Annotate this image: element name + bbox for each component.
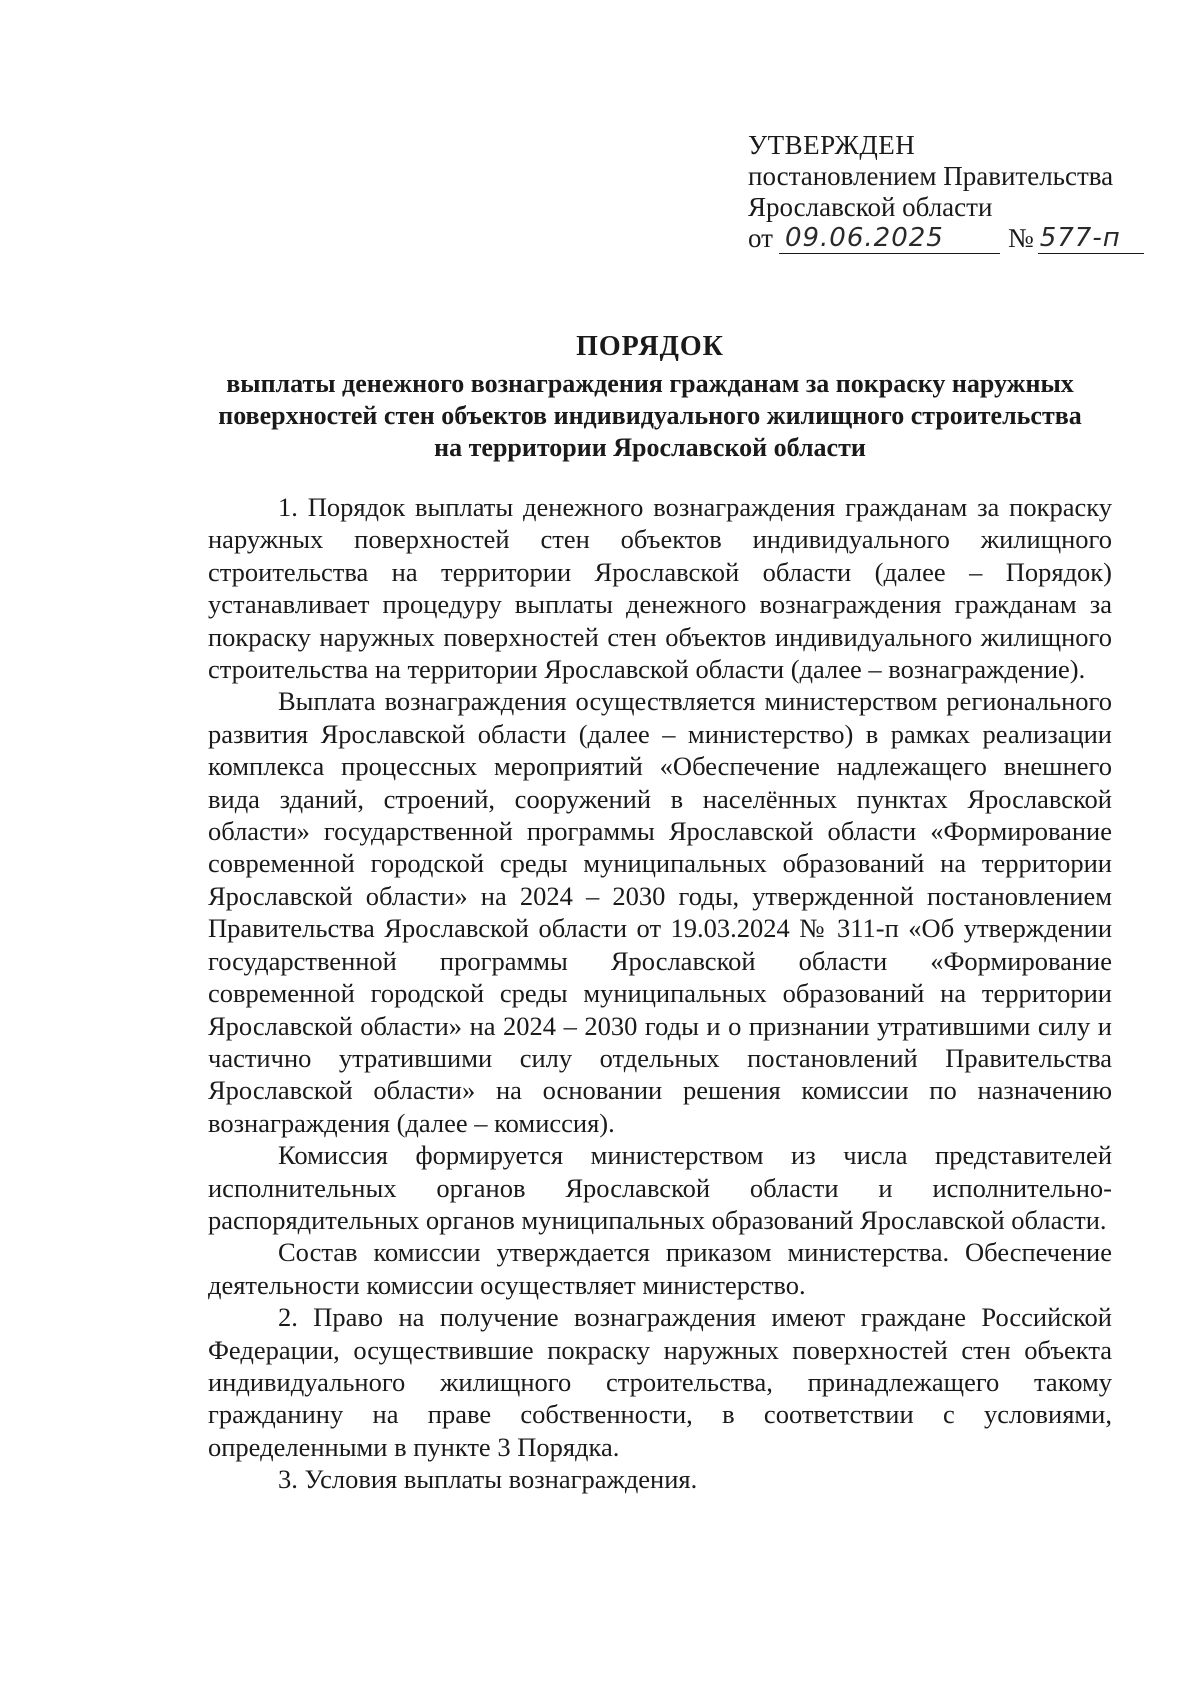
- date-prefix: от: [748, 223, 773, 253]
- approval-stamp: [748, 130, 1148, 254]
- number-prefix: №: [1007, 223, 1034, 253]
- subtitle-line-1: выплаты денежного вознаграждения гражданам за покраску наружных: [226, 369, 1074, 398]
- approval-line-1: постановлением Правительства: [748, 161, 1114, 191]
- document-title: ПОРЯДОК: [576, 331, 724, 362]
- paragraph-4: Состав комиссии утверждается приказом министерства. Обеспечение деятельности комиссии осуществляет министерство.: [208, 1237, 1112, 1300]
- approval-date-handwritten: 09.06.2025: [779, 224, 1000, 254]
- subtitle-line-2: поверхностей стен объектов индивидуального жилищного строительства: [218, 401, 1082, 430]
- document-title-block: [200, 330, 1100, 464]
- paragraph-2: Выплата вознаграждения осуществляется министерством регионального развития Ярославской области (далее – министерство) в рамках реализации комплекса процессных мероприятий «Обеспечение надлежащего внешнего вида зданий, строений, сооружений в населённых пунктах Ярославской области» государственной программы Ярославской области «Формирование современной городской среды муниципальных образований на территории Ярославской области» на 2024 – 2030 годы, утвержденной постановлением Правительства Ярославской области от 19.03.2024 № 311-п «Об утверждении государственной программы Ярославской области «Формирование современной городской среды муниципальных образований на территории Ярославской области» на 2024 – 2030 годы и о признании утратившими силу и частично утратившими силу отдельных постановлений Правительства Ярославской области» на основании решения комиссии по назначению вознаграждения (далее – комиссия).: [208, 686, 1112, 1138]
- paragraph-5: 2. Право на получение вознаграждения имеют граждане Российской Федерации, осуществившие покраску наружных поверхностей стен объекта индивидуального жилищного строительства, принадлежащего такому гражданину на праве собственности, в соответствии с условиями, определенными в пункте 3 Порядка.: [208, 1302, 1112, 1462]
- document-body: [208, 491, 1112, 1496]
- subtitle-line-3: на территории Ярославской области: [434, 433, 866, 462]
- approval-line-2: Ярославской области: [748, 192, 993, 222]
- approval-date-line: [748, 223, 1148, 254]
- approval-heading: УТВЕРЖДЕН: [748, 130, 916, 160]
- approval-number-handwritten: 577-п: [1038, 224, 1144, 254]
- paragraph-6: 3. Условия выплаты вознаграждения.: [278, 1464, 698, 1495]
- paragraph-1: 1. Порядок выплаты денежного вознаграждения гражданам за покраску наружных поверхностей стен объектов индивидуального жилищного строительства на территории Ярославской области (далее – Порядок) устанавливает процедуру выплаты денежного вознаграждения гражданам за покраску наружных поверхностей стен объектов индивидуального жилищного строительства на территории Ярославской области (далее – вознаграждение).: [208, 492, 1112, 685]
- paragraph-3: Комиссия формируется министерством из числа представителей исполнительных органов Ярославской области и исполнительно-распорядительных органов муниципальных образований Ярославской области.: [208, 1140, 1112, 1235]
- document-subtitle: [200, 368, 1100, 464]
